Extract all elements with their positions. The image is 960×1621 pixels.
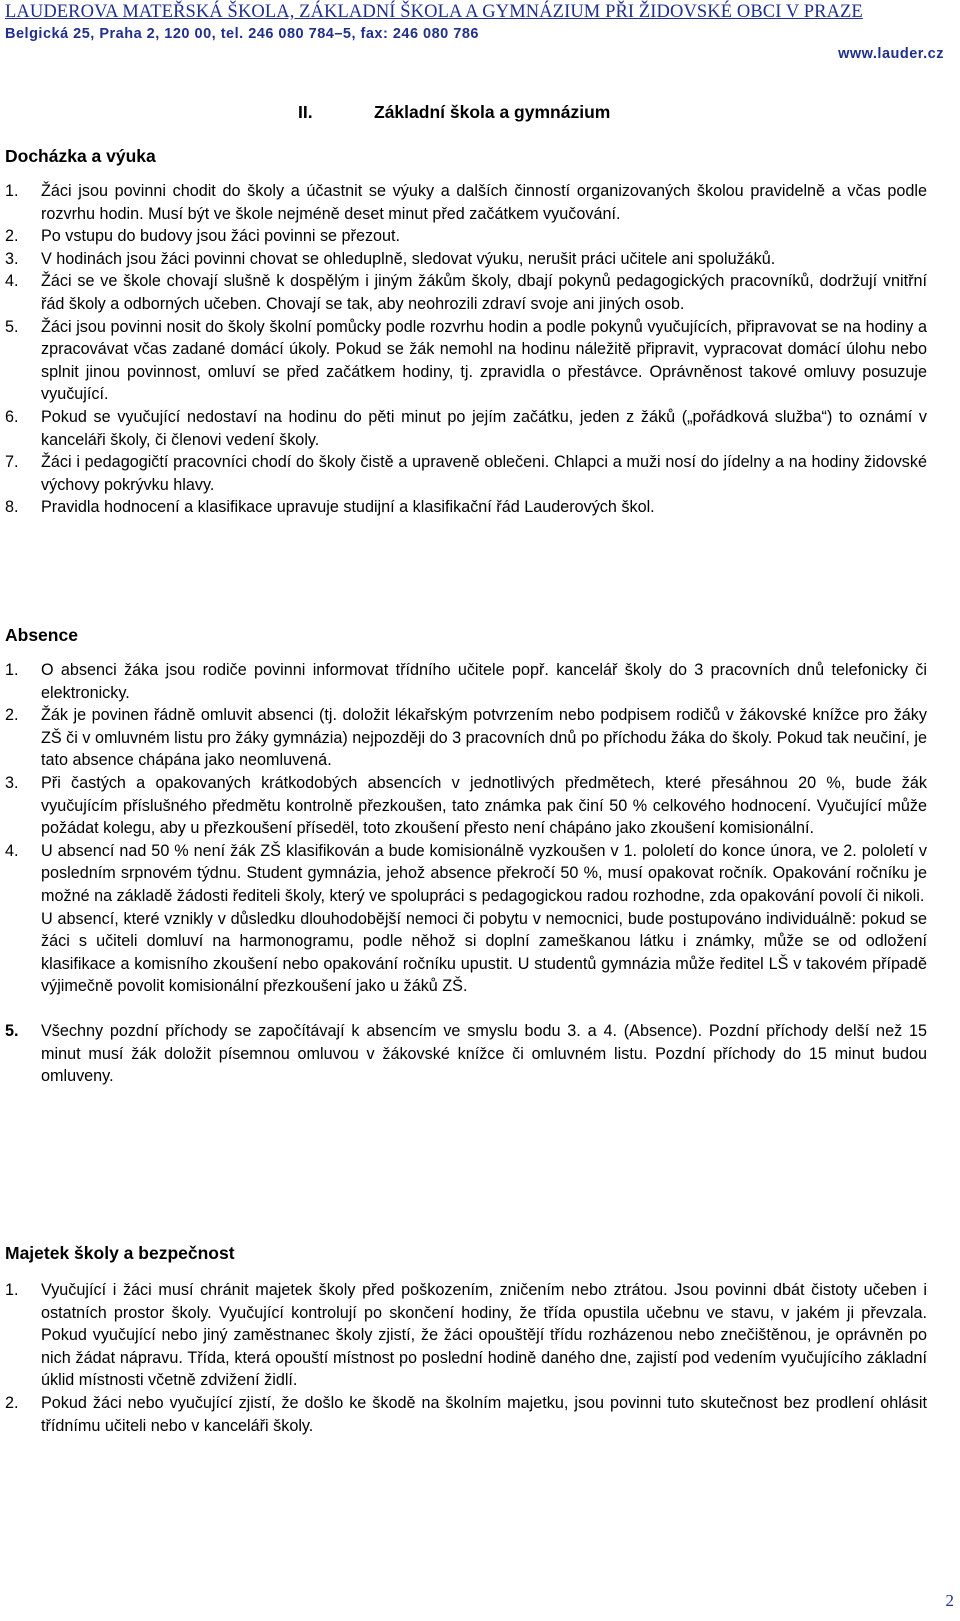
item-number: 2.: [5, 227, 19, 246]
item-text: Při častých a opakovaných krátkodobých absencích v jednotlivých předmětech, které přesáhnou 20 %, bude žák vyučujícím příslušného předmětu kontrolně přezkoušen, tato známka pak činí 50 % celkového hodnocení. Vyučující může požádat kolegu, aby u přezkoušení přísedël, toto zkoušení přesto není chápáno jako zkoušení komisionální.: [41, 773, 927, 838]
item-text: Žák je povinen řádně omluvit absenci (tj. doložit lékařským potvrzením nebo podpisem rodičů v žákovské knížce pro žáky ZŠ či v omluvném listu pro žáky gymnázia) nejpozději do 3 pracovních dnů po příchodu žáka do školy. Pokud tak neučiní, je tato absence chápána jako neomluvená.: [41, 706, 927, 770]
item-number: 5.: [5, 1021, 19, 1040]
item-number: 3.: [5, 249, 19, 268]
part-title-text: Základní škola a gymnázium: [374, 102, 611, 122]
list-item: [5, 225, 927, 248]
item-number: 8.: [5, 498, 19, 517]
list-item: [5, 704, 927, 772]
item-text: Žáci jsou povinni chodit do školy a účastnit se výuky a dalších činností organizovaných školou pravidelně a včas podle rozvrhu hodin. Musí být ve škole nejméně deset minut před začátkem vyučování.: [41, 182, 927, 223]
item-number: 1.: [5, 661, 19, 679]
list-item: [5, 1392, 927, 1437]
item-number: 2.: [5, 706, 19, 725]
item-number: 1.: [5, 1281, 19, 1299]
list-item: [5, 659, 927, 704]
item-number: 4.: [5, 272, 19, 291]
item-text: O absenci žáka jsou rodiče povinni informovat třídního učitele popř. kancelář školy do 3 pracovních dnů telefonicky či elektronicky.: [41, 661, 927, 702]
school-website-link[interactable]: www.lauder.cz: [838, 46, 944, 62]
list-item: [5, 316, 927, 406]
list-item: [5, 406, 927, 451]
page-number: 2: [945, 1591, 954, 1610]
list-item: [5, 840, 927, 998]
list-item: [5, 451, 927, 496]
list-item: [5, 1020, 927, 1088]
item-number: 4.: [5, 841, 19, 860]
list-item: [5, 180, 927, 225]
school-address: Belgická 25, Praha 2, 120 00, tel. 246 080 784–5, fax: 246 080 786: [5, 26, 479, 42]
section-heading-absence: Absence: [5, 625, 78, 645]
item-text: Žáci jsou povinni nosit do školy školní pomůcky podle rozvrhu hodin a podle pokynů vyučujících, připravovat se na hodiny a zpracovávat včas zadané domácí úkoly. Pokud se žák nemohl na hodinu náležitě připravit, vypracovat domácí úlohu nebo splnit jinou povinnost, omluví se před začátkem hodiny, tj. zpravidla o přestávce. Oprávněnost takové omluvy posuzuje vyučující.: [41, 317, 927, 404]
item-text: Žáci se ve škole chovají slušně k dospělým i jiným žákům školy, dbají pokynů pedagogických pracovníků, dodržují vnitřní řád školy a odborných učeben. Chovají se tak, aby neohrozili zdraví svoje ani jiných osob.: [41, 272, 927, 313]
item-number: 6.: [5, 407, 19, 426]
item-text: Všechny pozdní příchody se započítávají k absencím ve smyslu bodu 3. a 4. (Absence). Pozdní příchody delší než 15 minut musí žák doložit písemnou omluvou v žákovské knížce či omluvném listu. Pozdní příchody do 15 minut budou omluveny.: [41, 1021, 927, 1086]
item-text: Po vstupu do budovy jsou žáci povinni se přezout.: [41, 227, 401, 246]
item-text: Pokud žáci nebo vyučující zjistí, že došlo ke škodě na školním majetku, jsou povinni tuto skutečnost bez prodlení ohlásit třídnímu učiteli nebo v kanceláři školy.: [41, 1393, 927, 1435]
section-heading-property-safety: Majetek školy a bezpečnost: [5, 1243, 235, 1263]
list-item: [5, 496, 927, 519]
item-text: Pravidla hodnocení a klasifikace upravuje studijní a klasifikační řád Lauderových škol.: [41, 498, 655, 517]
item-number: 2.: [5, 1393, 19, 1412]
absence-list: [5, 659, 927, 1088]
item-text: Pokud se vyučující nedostaví na hodinu do pěti minut po jejím začátku, jeden z žáků („pořádková služba“) to oznámí v kanceláři školy, či členovi vedení školy.: [41, 407, 927, 449]
list-item: [5, 772, 927, 840]
item-text: Žáci i pedagogičtí pracovníci chodí do školy čistě a upraveně oblečeni. Chlapci a muži nosí do jídelny a na hodiny židovské výchovy pokrývku hlavy.: [41, 453, 927, 494]
item-number: 1.: [5, 182, 19, 200]
item-text-continued: U absencí, které vznikly v důsledku dlouhodobější nemoci či pobytu v nemocnici, bude postupováno individuálně: pokud se žáci s učiteli domluví na harmonogramu, podle něhož si doplní zameškanou látku i známky, může se od odložení klasifikace a komisního zkoušení nebo opakování ročníku upustit. U studentů gymnázia může ředitel LŠ v takovém případě výjimečně povolit komisionální přezkoušení jako u žáků ZŠ.: [41, 909, 927, 996]
item-number: 7.: [5, 453, 19, 472]
property-safety-list: [5, 1279, 927, 1437]
item-number: 5.: [5, 317, 19, 336]
item-text: Vyučující i žáci musí chránit majetek školy před poškozením, zničením nebo ztrátou. Jsou povinni dbát čistoty učeben i ostatních prostor školy. Vyučující kontrolují po skončení hodiny, že třída opustila učebnu ve stavu, v jakém ji převzala. Pokud vyučující nebo jiný zaměstnanec školy zjistí, že žáci opouštějí třídu rozházenou nebo znečištěnou, je oprávněn po nich žádat nápravu. Třída, která opouští místnost po poslední hodině daného dne, zajistí pod vedením vyučujícího základní úklid místnosti včetně zdvižení židlí.: [41, 1281, 927, 1390]
item-number: 3.: [5, 773, 19, 792]
list-item: [5, 1279, 927, 1392]
item-text: U absencí nad 50 % není žák ZŠ klasifikován a bude komisionálně vyzkoušen v 1. pololetí do konce února, ve 2. pololetí v posledním srpnovém týdnu. Student gymnázia, jehož absence překročí 50 %, musí opakovat ročník. Opakování ročníku je možné na základě žádosti řediteli školy, který ve spolupráci s pedagogickou radou rozhodne, zda opakování povolí či nikoli.: [41, 841, 927, 905]
attendance-list: [5, 180, 927, 519]
section-heading-attendance: Docházka a výuka: [5, 146, 156, 166]
part-number: II.: [298, 102, 313, 122]
school-name-header: LAUDEROVA MATEŘSKÁ ŠKOLA, ZÁKLADNÍ ŠKOLA A GYMNÁZIUM PŘI ŽIDOVSKÉ OBCI V PRAZE: [5, 2, 863, 22]
list-item: [5, 270, 927, 315]
item-text: V hodinách jsou žáci povinni chovat se ohleduplně, sledovat výuku, nerušit práci učitele ani spolužáků.: [41, 249, 776, 268]
part-title: [298, 102, 610, 123]
list-item: [5, 248, 927, 271]
